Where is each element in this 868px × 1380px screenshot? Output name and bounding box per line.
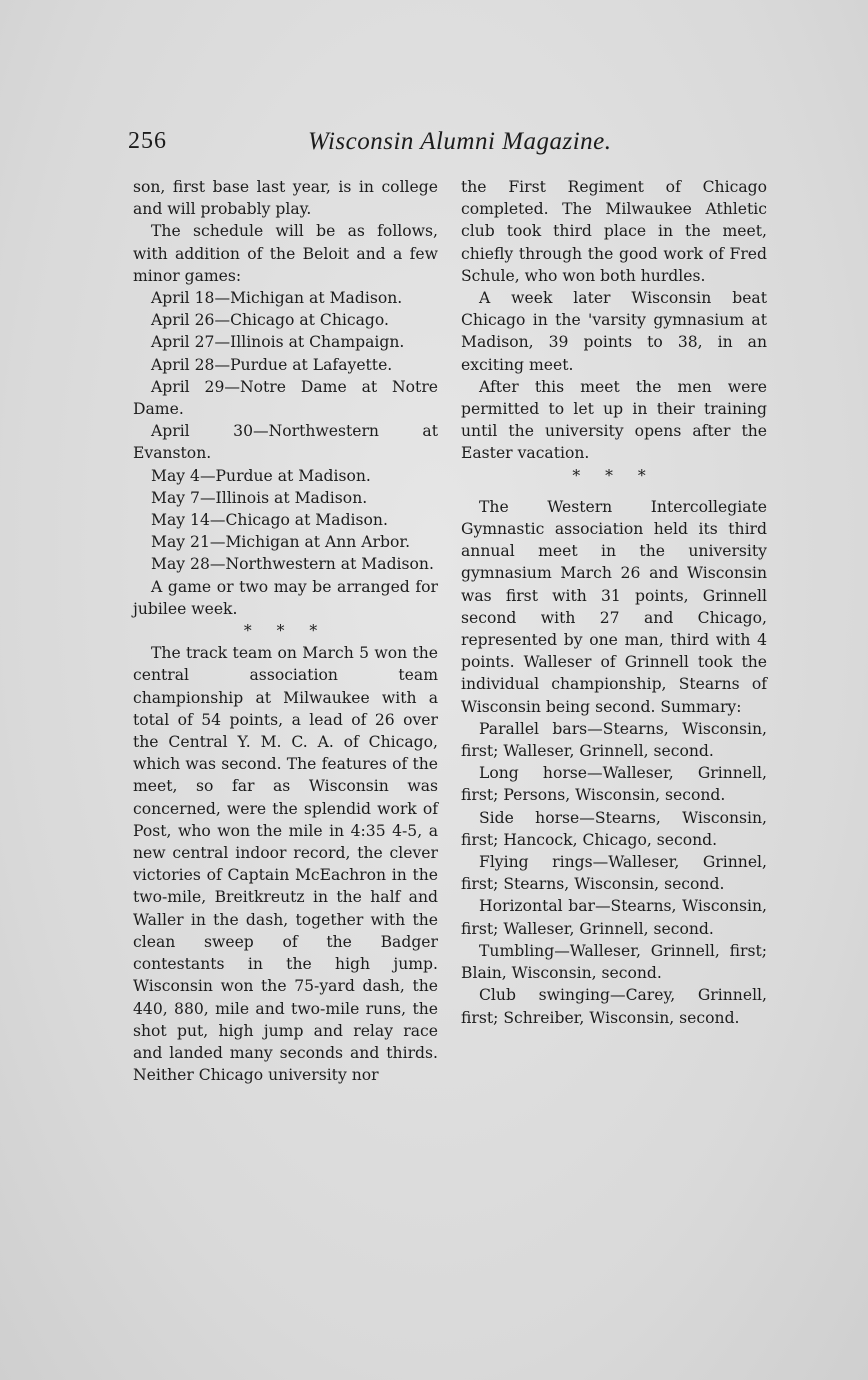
schedule-item: May 7—Illinois at Madison. bbox=[151, 488, 368, 507]
schedule-item: May 28—Northwestern at Madison. bbox=[151, 555, 434, 574]
schedule-item: May 4—Purdue at Madison. bbox=[151, 466, 371, 485]
schedule-item: April 28—Purdue at Lafayette. bbox=[151, 355, 393, 374]
paragraph: The Western Intercollegiate Gymnastic association held its third annual meet in the university gymnasium March 26 and Wisconsin was first with 31 points, Grinnell second with 27 and Chicago, represented by one man, third with 4 points. Walleser of Grinnell took the individual championship, Stearns of Wisconsin being second. Summary: bbox=[461, 497, 767, 716]
left-column bbox=[133, 176, 438, 1086]
paragraph: the First Regiment of Chicago completed. The Milwaukee Athletic club took third place in the meet, chiefly through the good work of Fred Schule, who won both hurdles. bbox=[461, 178, 767, 285]
schedule-item: May 14—Chicago at Madison. bbox=[151, 511, 388, 530]
schedule-item: April 30—Northwestern at Evanston. bbox=[133, 422, 438, 463]
schedule-item: May 21—Michigan at Ann Arbor. bbox=[151, 533, 411, 552]
section-divider: * * * bbox=[572, 466, 656, 485]
paragraph: son, first base last year, is in college and will probably play. bbox=[133, 178, 438, 219]
result-item: Horizontal bar—Stearns, Wisconsin, first; Walleser, Grinnell, second. bbox=[461, 897, 767, 938]
schedule-item: April 18—Michigan at Madison. bbox=[151, 289, 403, 308]
section-divider: * * * bbox=[243, 622, 328, 641]
page-header bbox=[128, 128, 768, 168]
running-title: Wisconsin Alumni Magazine. bbox=[308, 128, 612, 155]
schedule-item: April 26—Chicago at Chicago. bbox=[151, 311, 389, 330]
paragraph: After this meet the men were permitted to let up in their training until the university opens after the Easter vacation. bbox=[461, 377, 767, 463]
result-item: Tumbling—Walleser, Grinnell, first; Blain, Wisconsin, second. bbox=[461, 941, 767, 983]
paragraph: The track team on March 5 won the central association team championship at Milwaukee with a total of 54 points, a lead of 26 over the Central Y. M. C. A. of Chicago, which was second. The features of the meet, so far as Wisconsin was concerned, were the splendid work of Post, who won the mile in 4:35 4-5, a new central indoor record, the clever victories of Captain McEachron in the two-mile, Breitkreutz in the half and Waller in the dash, together with the clean sweep of the Badger contestants in the high jump. Wisconsin won the 75-yard dash, the 440, 880, mile and two-mile runs, the shot put, high jump and relay race and landed many seconds and thirds. Neither Chicago university nor bbox=[133, 644, 438, 1085]
paragraph: The schedule will be as follows, with addition of the Beloit and a few minor games: bbox=[133, 222, 438, 285]
schedule-item: April 27—Illinois at Champaign. bbox=[151, 333, 405, 352]
result-item: Side horse—Stearns, Wisconsin, first; Hancock, Chicago, second. bbox=[461, 808, 767, 849]
result-item: Parallel bars—Stearns, Wisconsin, first; Walleser, Grinnell, second. bbox=[461, 719, 767, 761]
spacer bbox=[461, 487, 767, 496]
right-column bbox=[461, 176, 767, 1029]
result-item: Long horse—Walleser, Grinnell, first; Persons, Wisconsin, second. bbox=[461, 764, 767, 805]
page-number: 256 bbox=[128, 128, 167, 154]
paragraph: A week later Wisconsin beat Chicago in the 'varsity gymnasium at Madison, 39 points to 38, in an exciting meet. bbox=[461, 289, 767, 374]
result-item: Club swinging—Carey, Grinnell, first; Schreiber, Wisconsin, second. bbox=[461, 986, 767, 1027]
result-item: Flying rings—Walleser, Grinnel, first; Stearns, Wisconsin, second. bbox=[461, 853, 767, 894]
paragraph: A game or two may be arranged for jubilee week. bbox=[133, 577, 438, 618]
schedule-item: April 29—Notre Dame at Notre Dame. bbox=[133, 377, 438, 419]
